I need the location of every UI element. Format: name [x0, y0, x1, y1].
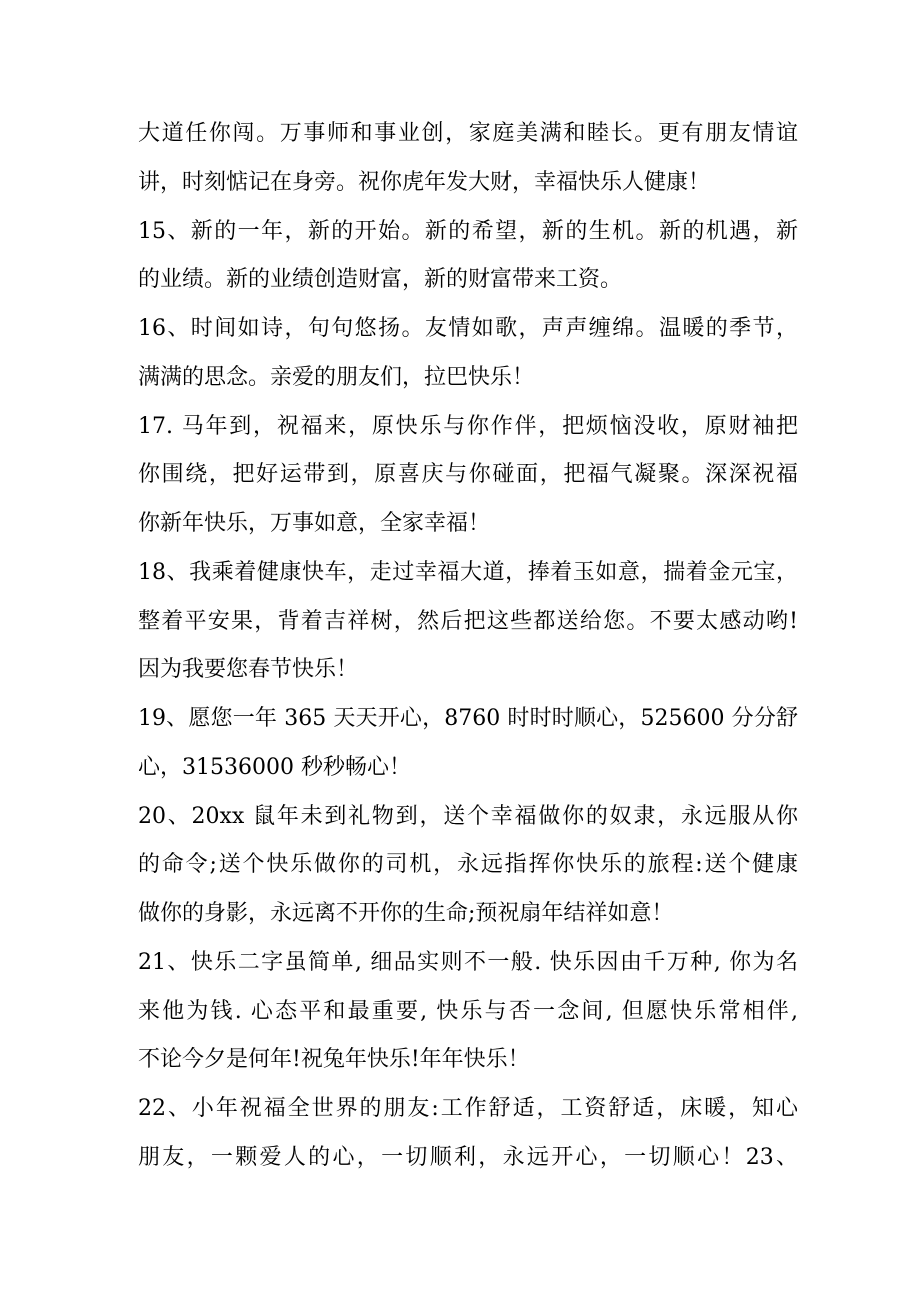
text-line: 17. 马年到，祝福来，原快乐与你作伴，把烦恼没收，原财袖把	[138, 413, 798, 439]
text-line: 15、新的一年，新的开始。新的希望，新的生机。新的机遇，新	[138, 218, 798, 244]
text-line: 心，31536000 秒秒畅心！	[138, 754, 411, 780]
text-line: 你围绕，把好运带到，原喜庆与你碰面，把福气凝聚。深深祝福	[138, 462, 798, 488]
text-line: 21、快乐二字虽简单, 细品实则不一般. 快乐因由千万种, 你为名	[138, 949, 798, 975]
text-line: 来他为钱. 心态平和最重要, 快乐与否一念间, 但愿快乐常相伴,	[138, 998, 798, 1024]
text-line: 不论今夕是何年!祝兔年快乐!年年快乐！	[138, 1047, 530, 1073]
text-line: 做你的身影，永远离不开你的生命;预祝扇年结祥如意！	[138, 901, 674, 926]
text-line: 满满的思念。亲爱的朋友们，拉巴快乐！	[138, 364, 535, 390]
text-line: 22、小年祝福全世界的朋友:工作舒适，工资舒适，床暖，知心	[138, 1096, 798, 1121]
text-line: 的命令;送个快乐做你的司机，永远指挥你快乐的旅程:送个健康	[138, 852, 798, 878]
text-line: 因为我要您春节快乐！	[138, 657, 359, 683]
document-body	[138, 110, 798, 1183]
text-line: 18、我乘着健康快车，走过幸福大道，捧着玉如意，揣着金元宝，	[138, 559, 798, 585]
text-line: 整着平安果，背着吉祥树，然后把这些都送给您。不要太感动哟!	[138, 608, 798, 634]
text-line: 20、20xx 鼠年未到礼物到，送个幸福做你的奴隶，永远服从你	[138, 803, 798, 829]
text-line: 大道任你闯。万事师和事业创，家庭美满和睦长。更有朋友情谊	[138, 121, 798, 146]
text-line: 的业绩。新的业绩创造财富，新的财富带来工资。	[138, 267, 623, 293]
text-line: 讲，时刻惦记在身旁。祝你虎年发大财，幸福快乐人健康！	[138, 169, 711, 195]
text-line: 16、时间如诗，句句悠扬。友情如歌，声声缠绵。温暖的季节，	[138, 316, 798, 341]
text-line: 你新年快乐，万事如意，全家幸福！	[138, 511, 491, 536]
text-line: 朋友，一颗爱人的心，一切顺利，永远开心，一切顺心！23、	[138, 1144, 798, 1170]
text-line: 19、愿您一年 365 天天开心，8760 时时时顺心，525600 分分舒	[138, 706, 798, 731]
